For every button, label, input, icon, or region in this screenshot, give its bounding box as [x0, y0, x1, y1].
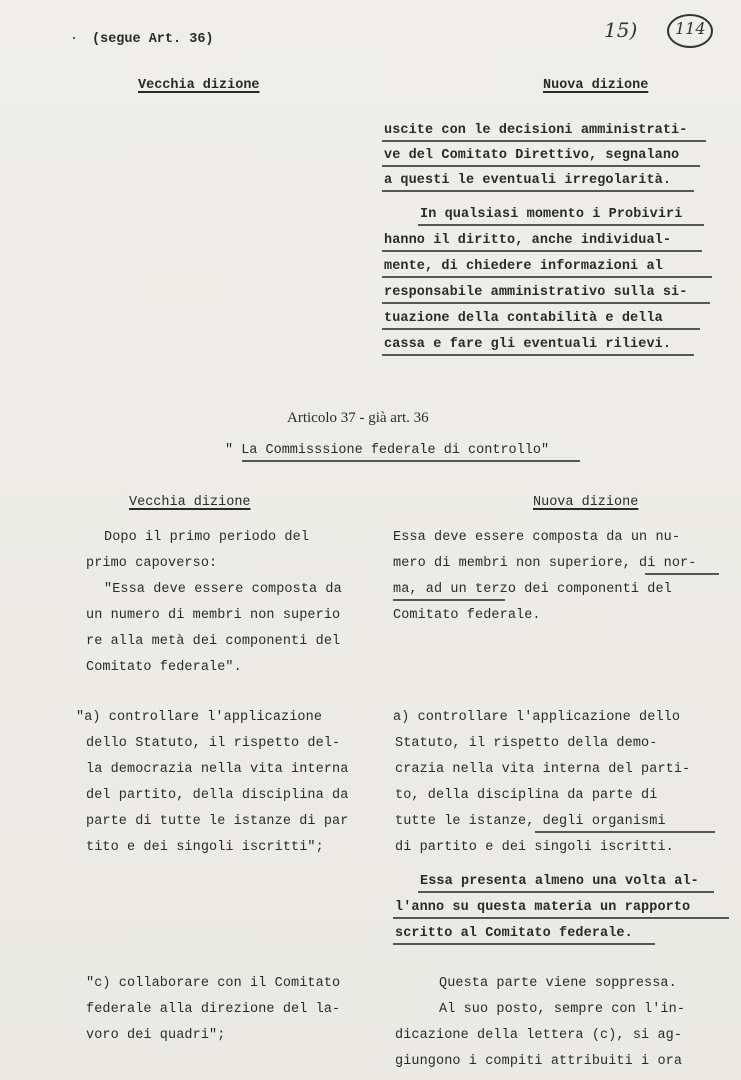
pencil-underline — [382, 302, 710, 304]
text-line: Questa parte viene soppressa. — [439, 976, 677, 991]
text-line: del partito, della disciplina da — [86, 788, 349, 803]
text-line: tuazione della contabilità e della — [384, 311, 663, 326]
text-line: tutte le istanze, degli organismi — [395, 814, 666, 829]
pencil-underline — [393, 599, 505, 601]
text-line: Essa presenta almeno una volta al- — [420, 874, 699, 889]
text-line: hanno il diritto, anche individual- — [384, 233, 672, 248]
text-line: to, della disciplina da parte di — [395, 788, 658, 803]
text-line: responsabile amministrativo sulla si- — [384, 285, 688, 300]
text-line: Al suo posto, sempre con l'in- — [439, 1002, 686, 1017]
pencil-underline — [535, 831, 715, 833]
text-line: a questi le eventuali irregolarità. — [384, 173, 672, 188]
text-line: parte di tutte le istanze di par — [86, 814, 349, 829]
text-line: dello Statuto, il rispetto del- — [86, 736, 341, 751]
text-line: Comitato federale". — [86, 660, 242, 675]
pencil-underline — [382, 190, 694, 192]
new-version-heading: Nuova dizione — [533, 495, 639, 510]
pencil-underline — [393, 917, 729, 919]
text-line: cassa e fare gli eventuali rilievi. — [384, 337, 672, 352]
old-version-heading: Vecchia dizione — [138, 78, 260, 93]
new-version-heading: Nuova dizione — [543, 78, 649, 93]
article-subtitle: " La Commisssione federale di controllo" — [225, 443, 550, 458]
text-line: Comitato federale. — [393, 608, 541, 623]
text-line: re alla metà dei componenti del — [86, 634, 341, 649]
text-line: "Essa deve essere composta da — [104, 582, 342, 597]
text-line: "a) controllare l'applicazione — [76, 710, 323, 725]
pencil-underline — [418, 891, 714, 893]
old-version-heading: Vecchia dizione — [129, 495, 251, 510]
text-line: voro dei quadri"; — [86, 1028, 226, 1043]
text-line: l'anno su questa materia un rapporto — [395, 900, 691, 915]
article-title: Articolo 37 - già art. 36 — [287, 410, 429, 426]
pencil-underline — [382, 250, 702, 252]
text-line: di partito e dei singoli iscritti. — [395, 840, 674, 855]
text-line: a) controllare l'applicazione dello — [393, 710, 681, 725]
pencil-underline — [382, 140, 706, 142]
pencil-underline — [382, 276, 712, 278]
text-line: Essa deve essere composta da un nu- — [393, 530, 681, 545]
handwritten-page-number: 15) — [604, 18, 638, 42]
text-line: tito e dei singoli iscritti"; — [86, 840, 324, 855]
text-line: dicazione della lettera (c), si ag- — [395, 1028, 683, 1043]
text-line: federale alla direzione del la- — [86, 1002, 341, 1017]
text-line: ve del Comitato Direttivo, segnalano — [384, 148, 680, 163]
text-line: giungono i compiti attribuiti i ora — [395, 1054, 683, 1069]
subtitle-underline — [242, 460, 580, 462]
text-line: un numero di membri non superio — [86, 608, 341, 623]
text-line: la democrazia nella vita interna — [86, 762, 349, 777]
margin-dot: · — [70, 32, 79, 47]
pencil-underline — [382, 328, 700, 330]
pencil-underline — [382, 354, 694, 356]
circled-number: 114 — [675, 19, 706, 38]
text-line: primo capoverso: — [86, 556, 218, 571]
pencil-underline — [418, 224, 704, 226]
pencil-underline — [393, 943, 655, 945]
text-line: uscite con le decisioni amministrati- — [384, 123, 688, 138]
text-line: mente, di chiedere informazioni al — [384, 259, 663, 274]
text-line: Statuto, il rispetto della demo- — [395, 736, 658, 751]
text-line: ma, ad un terzo dei componenti del — [393, 582, 672, 597]
pencil-underline — [645, 573, 719, 575]
text-line: In qualsiasi momento i Probiviri — [420, 207, 683, 222]
text-line: crazia nella vita interna del parti- — [395, 762, 691, 777]
text-line: scritto al Comitato federale. — [395, 926, 633, 941]
continuation-note: (segue Art. 36) — [92, 32, 214, 47]
text-line: "c) collaborare con il Comitato — [86, 976, 341, 991]
text-line: Dopo il primo periodo del — [104, 530, 310, 545]
text-line: mero di membri non superiore, di nor- — [393, 556, 697, 571]
pencil-underline — [382, 165, 700, 167]
